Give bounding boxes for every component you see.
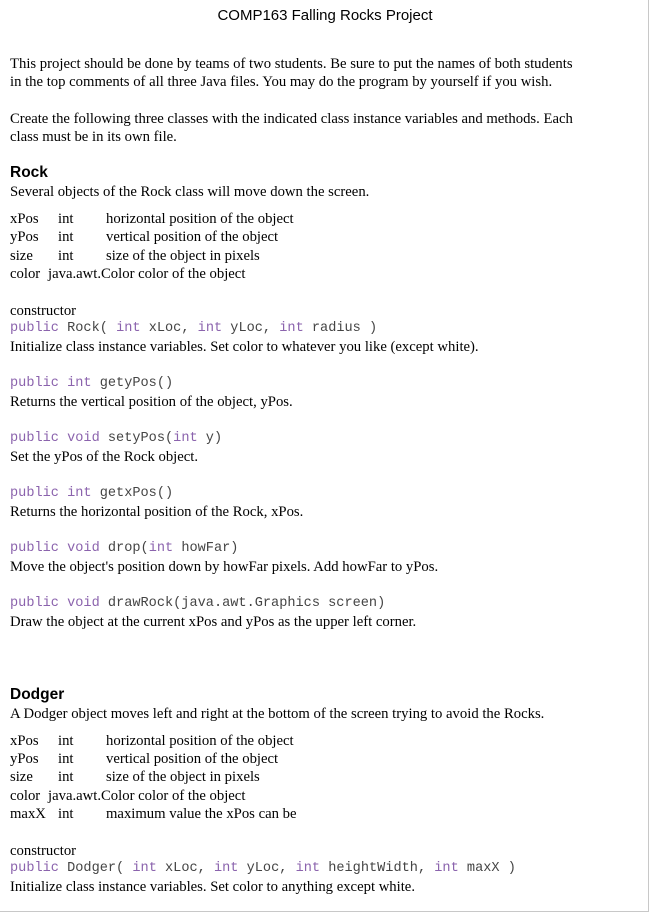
var-desc: vertical position of the object [106, 229, 279, 245]
dodger-constructor-label: constructor [10, 843, 77, 859]
dodger-constructor-signature: public Dodger( int xLoc, int yLoc, int heightWidth, int maxX ) [10, 861, 516, 876]
rock-constructor-desc: Initialize class instance variables. Set color to whatever you like (except white). [10, 339, 479, 355]
var-name: size [10, 769, 33, 785]
rock-constructor-signature: public Rock( int xLoc, int yLoc, int radius ) [10, 321, 378, 336]
intro-line-4: class must be in its own file. [10, 129, 177, 145]
method-getxpos-signature: public int getxPos() [10, 486, 174, 501]
dodger-summary: A Dodger object moves left and right at the bottom of the screen trying to avoid the Rocks. [10, 706, 545, 722]
var-desc: maximum value the xPos can be [106, 806, 297, 822]
var-desc: size of the object in pixels [106, 769, 260, 785]
rock-constructor-label: constructor [10, 303, 77, 319]
page-title: COMP163 Falling Rocks Project [217, 7, 433, 24]
var-name: yPos [10, 229, 39, 245]
var-type: int [58, 733, 74, 749]
var-type: int [58, 806, 74, 822]
var-desc: vertical position of the object [106, 751, 279, 767]
intro-line-3: Create the following three classes with the indicated class instance variables and methods. Each [10, 111, 573, 127]
intro-line-1: This project should be done by teams of two students. Be sure to put the names of both students [10, 56, 573, 72]
var-name: color [10, 266, 41, 282]
var-name: xPos [10, 733, 39, 749]
var-type: int [58, 769, 74, 785]
intro-line-2: in the top comments of all three Java files. You may do the program by yourself if you wish. [10, 74, 553, 90]
var-type-desc: java.awt.Color color of the object [48, 266, 246, 282]
var-name: maxX [10, 806, 46, 822]
method-drawrock-signature: public void drawRock(java.awt.Graphics screen) [10, 596, 386, 611]
method-drop-desc: Move the object's position down by howFar pixels. Add howFar to yPos. [10, 559, 439, 575]
method-getypos-desc: Returns the vertical position of the object, yPos. [10, 394, 293, 410]
method-getypos-signature: public int getyPos() [10, 376, 174, 391]
var-type: int [58, 248, 74, 264]
rock-heading: Rock [10, 164, 48, 181]
method-drop-signature: public void drop(int howFar) [10, 541, 239, 556]
method-setypos-signature: public void setyPos(int y) [10, 431, 223, 446]
var-name: xPos [10, 211, 39, 227]
var-type: int [58, 229, 74, 245]
method-getxpos-desc: Returns the horizontal position of the Rock, xPos. [10, 504, 304, 520]
var-type: int [58, 211, 74, 227]
var-desc: horizontal position of the object [106, 733, 294, 749]
var-name: color [10, 788, 41, 804]
rock-summary: Several objects of the Rock class will move down the screen. [10, 184, 370, 200]
var-desc: size of the object in pixels [106, 248, 260, 264]
var-type: int [58, 751, 74, 767]
method-setypos-desc: Set the yPos of the Rock object. [10, 449, 199, 465]
var-type-desc: java.awt.Color color of the object [48, 788, 246, 804]
var-desc: horizontal position of the object [106, 211, 294, 227]
dodger-constructor-desc: Initialize class instance variables. Set color to anything except white. [10, 879, 415, 895]
dodger-heading: Dodger [10, 686, 65, 703]
var-name: yPos [10, 751, 39, 767]
method-drawrock-desc: Draw the object at the current xPos and yPos as the upper left corner. [10, 614, 417, 630]
var-name: size [10, 248, 33, 264]
